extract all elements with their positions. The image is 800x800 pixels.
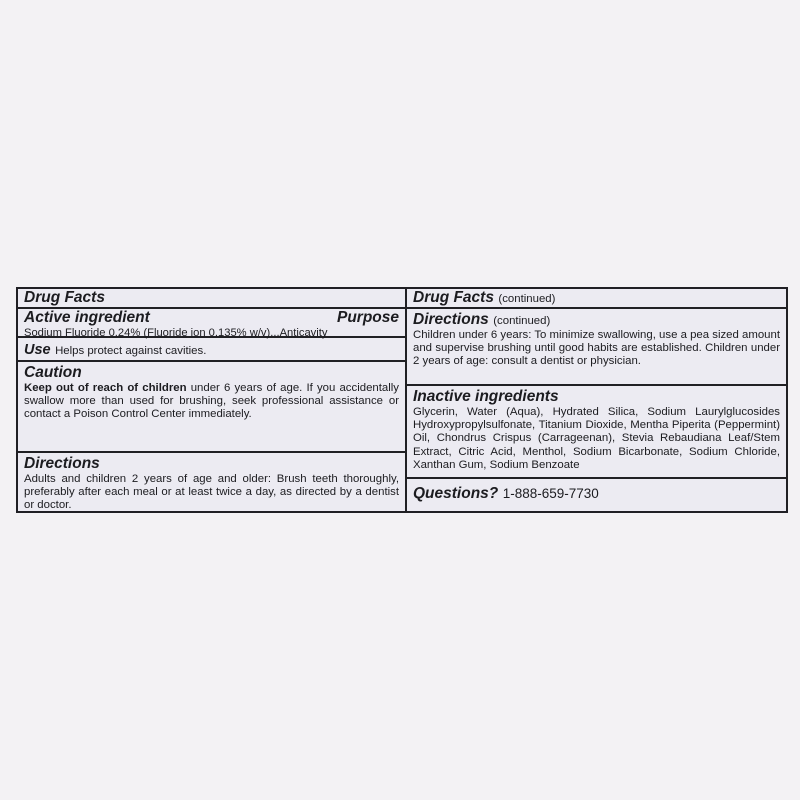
inactive-ingredients-section (407, 386, 786, 479)
active-ingredient-section (18, 309, 405, 338)
use-heading: Use (24, 342, 51, 358)
directions-continued-heading: Directions (413, 311, 489, 328)
use-section (18, 338, 405, 362)
directions-continued-label: (continued) (493, 315, 551, 327)
right-title-section (407, 289, 786, 309)
questions-phone: 1-888-659-7730 (502, 486, 599, 501)
directions-heading: Directions (24, 455, 100, 472)
active-ingredient-heading: Active ingredient (24, 309, 150, 326)
drug-facts-left-column (18, 289, 407, 511)
caution-section (18, 362, 405, 453)
continued-label: (continued) (498, 293, 556, 305)
questions-heading: Questions? (413, 485, 499, 502)
use-text: Helps protect against cavities. (55, 345, 207, 357)
left-title-section (18, 289, 405, 309)
questions-section (407, 479, 786, 511)
drug-facts-title: Drug Facts (24, 289, 105, 306)
caution-bold-text: Keep out of reach of children (24, 382, 187, 394)
drug-facts-panel (16, 287, 788, 513)
directions-section (18, 453, 405, 511)
caution-paragraph (24, 382, 399, 422)
directions-continued-text: Children under 6 years: To minimize swallowing, use a pea sized amount and supervise brushing until good habits are established. Children under 2 years of age: consult a dentist or physician. (413, 329, 781, 368)
purpose-heading: Purpose (336, 309, 399, 326)
caution-heading: Caution (24, 364, 82, 381)
inactive-ingredients-heading: Inactive ingredients (413, 388, 559, 405)
active-ingredient-line: Sodium Fluoride 0.24% (Fluoride ion 0.135% w/v)...Anticavity (24, 327, 328, 339)
directions-continued-section (407, 309, 786, 386)
directions-text: Adults and children 2 years of age and older: Brush teeth thoroughly, preferably after each meal or at least twice a day, as directed by a dentist or doctor. (24, 473, 399, 512)
drug-facts-right-column (407, 289, 786, 511)
drug-facts-continued-title: Drug Facts (413, 289, 494, 306)
inactive-ingredients-text: Glycerin, Water (Aqua), Hydrated Silica, Sodium Laurylglucosides Hydroxypropylsulfonate, Titanium Dioxide, Mentha Piperita (Peppermint) Oil, Chondrus Crispus (Carrageenan), Stevia Rebaudiana Leaf/Stem Extract, Citric Acid, Menthol, Sodium Bicarbonate, Sodium Chloride, Xanthan Gum, Sodium Benzoate (413, 406, 780, 471)
caution-text: under 6 years of age. If you accidentally swallow more than used for brushing, seek professional assistance or contact a Poison Control Center immediately. (24, 382, 399, 421)
